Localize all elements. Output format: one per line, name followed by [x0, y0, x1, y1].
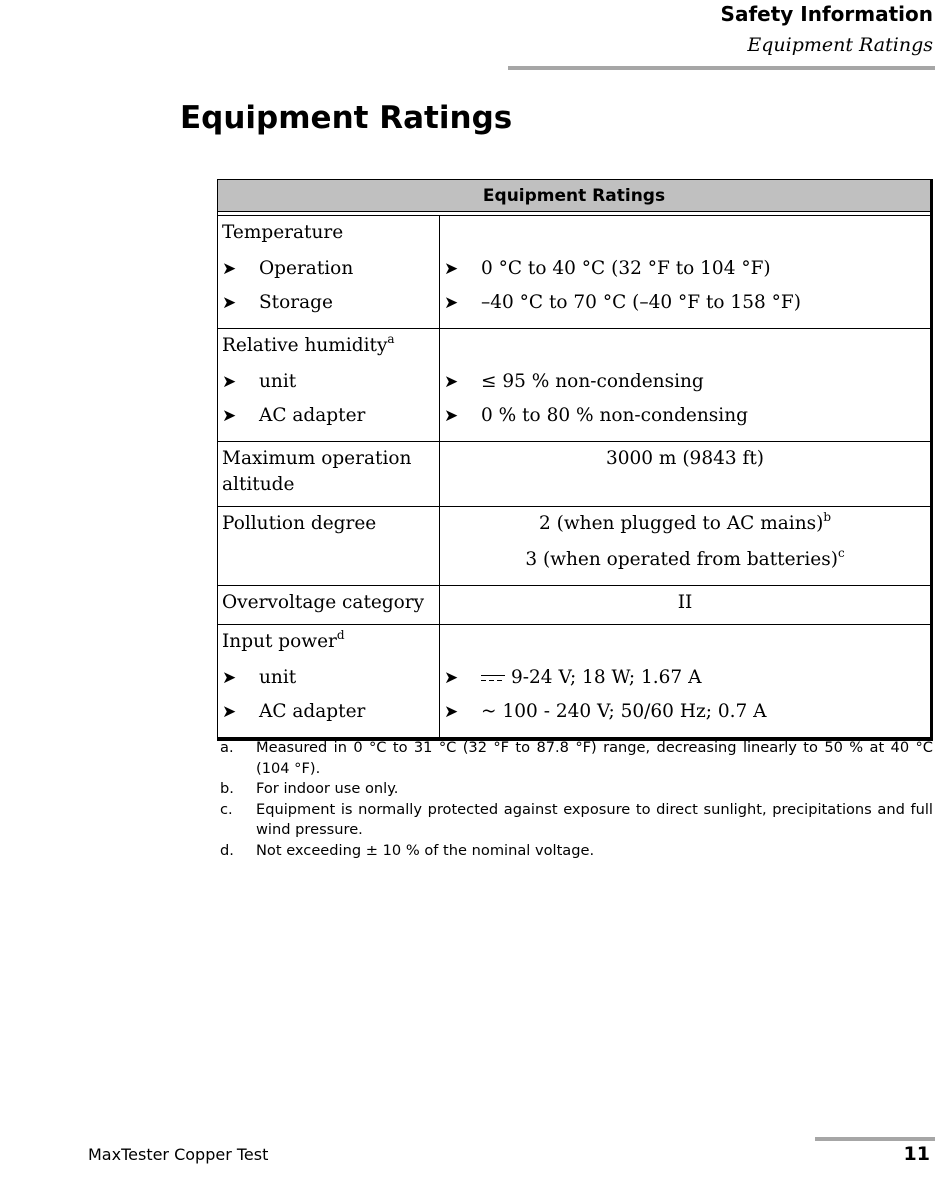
- ac-current-icon: ~: [481, 701, 497, 722]
- arrowhead-icon: ➤: [444, 406, 459, 426]
- page-number: 11: [903, 1143, 930, 1165]
- row-label: Temperature: [222, 222, 344, 243]
- table-heading: Equipment Ratings: [217, 179, 933, 212]
- header-subsection-title: Equipment Ratings: [747, 34, 933, 56]
- footnotes: [220, 738, 933, 861]
- footnote-item: a. Measured in 0 °C to 31 °C (32 °F to 87.8 °F) range, decreasing linearly to 50 % at 40 °C (104 °F).: [220, 739, 933, 777]
- page-title: Equipment Ratings: [180, 100, 513, 136]
- arrowhead-icon: ➤: [222, 702, 237, 722]
- table-row-pollution: [217, 507, 933, 586]
- footnote-ref: b: [823, 510, 832, 524]
- row-label: Maximum operation altitude: [222, 448, 412, 495]
- row-value: –40 °C to 70 °C (–40 °F to 158 °F): [481, 292, 801, 313]
- footnote-item: b. For indoor use only.: [220, 780, 399, 797]
- equipment-ratings-table: [217, 179, 933, 741]
- footer-rule: [815, 1137, 935, 1141]
- arrowhead-icon: ➤: [444, 668, 459, 688]
- row-value: 2 (when plugged to AC mains): [538, 513, 824, 534]
- row-value: 0 °C to 40 °C (32 °F to 104 °F): [481, 258, 771, 279]
- table-row-humidity: [217, 329, 933, 442]
- row-value: 9-24 V; 18 W; 1.67 A: [511, 667, 702, 688]
- table-row-temperature: [217, 216, 933, 329]
- sub-label: AC adapter: [259, 405, 366, 426]
- footnote-item: d. Not exceeding ± 10 % of the nominal voltage.: [220, 841, 595, 859]
- footnote-item: c. Equipment is normally protected against exposure to direct sunlight, precipitations and full wind pressure.: [220, 800, 933, 838]
- sub-label: Storage: [259, 292, 333, 313]
- arrowhead-icon: ➤: [444, 702, 459, 722]
- sub-label: unit: [259, 371, 297, 392]
- arrowhead-icon: ➤: [444, 372, 459, 392]
- header-section-title: Safety Information: [720, 2, 933, 26]
- header-rule: [508, 66, 935, 70]
- footnote-ref: a: [387, 332, 395, 346]
- row-value: 3000 m (9843 ft): [605, 448, 765, 469]
- row-value: 0 % to 80 % non-condensing: [481, 405, 748, 426]
- dc-current-icon: [481, 671, 505, 685]
- table-row-altitude: [217, 442, 933, 507]
- row-value: 100 - 240 V; 50/60 Hz; 0.7 A: [502, 701, 767, 722]
- arrowhead-icon: ➤: [444, 293, 459, 313]
- footer-product-name: MaxTester Copper Test: [88, 1145, 269, 1164]
- arrowhead-icon: ➤: [222, 406, 237, 426]
- footnote-ref: d: [336, 628, 345, 642]
- row-label: Overvoltage category: [222, 592, 425, 613]
- arrowhead-icon: ➤: [222, 668, 237, 688]
- row-value: ≤ 95 % non-condensing: [481, 371, 704, 392]
- table-row-overvoltage: [217, 586, 933, 625]
- row-value: II: [677, 592, 693, 613]
- arrowhead-icon: ➤: [444, 259, 459, 279]
- sub-label: Operation: [259, 258, 354, 279]
- row-label: Pollution degree: [222, 513, 377, 534]
- row-label: Relative humidity: [222, 335, 388, 356]
- arrowhead-icon: ➤: [222, 293, 237, 313]
- footnote-ref: c: [837, 546, 845, 560]
- table-row-input-power: [217, 625, 933, 741]
- row-value: 3 (when operated from batteries): [525, 549, 838, 570]
- sub-label: unit: [259, 667, 297, 688]
- row-label: Input power: [222, 631, 337, 652]
- arrowhead-icon: ➤: [222, 259, 237, 279]
- arrowhead-icon: ➤: [222, 372, 237, 392]
- sub-label: AC adapter: [259, 701, 366, 722]
